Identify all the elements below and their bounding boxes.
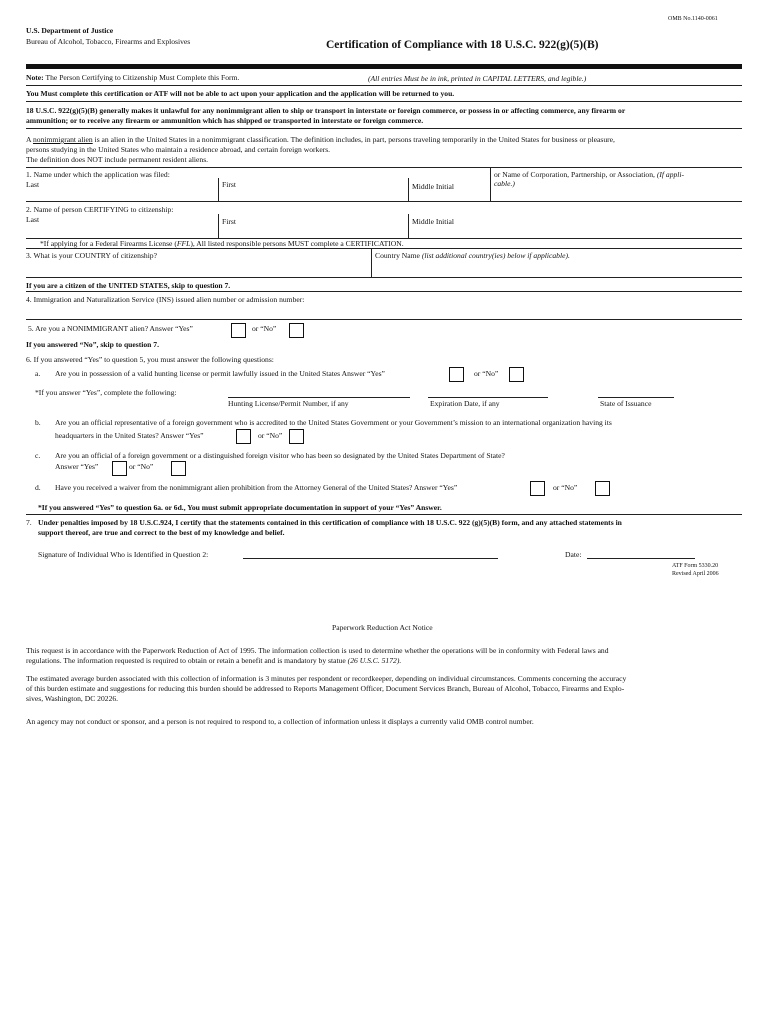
ffl-note-a: *If applying for a Federal Firearms License (	[40, 239, 177, 248]
q6b-question-line2: headquarters in the United States? Answer “Yes”	[55, 431, 204, 440]
q6-support-instruction: *If you answered “Yes” to question 6a. or 6d., You must submit appropriate documentation in support of your “Yes” Answer.	[38, 503, 442, 512]
q6c-no-checkbox[interactable]	[171, 461, 186, 476]
must-complete-warning: You Must complete this certification or ATF will not be able to act upon your application and the application will be returned to you.	[26, 89, 455, 98]
q1-first-label: First	[222, 180, 236, 189]
paperwork-p1-citation: (26 U.S.C. 5172).	[347, 656, 402, 665]
field-separator	[218, 178, 219, 201]
field-separator	[218, 214, 219, 238]
ffl-note-c: ), All listed responsible persons MUST complete a CERTIFICATION.	[190, 239, 404, 248]
note-ink-instruction: (All entries Must be in ink, printed in CAPITAL LETTERS, and legible.)	[368, 74, 587, 83]
divider	[26, 248, 742, 249]
definition-line2: persons studying in the United States who maintain a residence abroad, and certain foreign workers.	[26, 145, 331, 154]
q6b-yes-checkbox[interactable]	[236, 429, 251, 444]
q6b-letter: b.	[35, 418, 41, 427]
note-text: The Person Certifying to Citizenship Must Complete this Form.	[45, 73, 240, 82]
q6c-question-line2: Answer “Yes”	[55, 462, 99, 471]
q1-corporation-input[interactable]	[494, 190, 742, 201]
q6c-or-no: or “No”	[129, 462, 154, 471]
q4-label: 4. Immigration and Naturalization Service (INS) issued alien number or admission number:	[26, 295, 305, 304]
signature-label: Signature of Individual Who is Identified in Question 2:	[38, 550, 209, 559]
q6a-if-yes: *If you answer “Yes”, complete the following:	[35, 388, 177, 397]
header-rule	[26, 64, 742, 69]
q5-no-checkbox[interactable]	[289, 323, 304, 338]
q1-middle-initial-input[interactable]	[412, 192, 488, 201]
divider	[26, 128, 742, 129]
paperwork-p2-line1: The estimated average burden associated with this collection of information is 3 minutes per respondent or recordkeeper, depending on individual circumstances. Comments concerning the accuracy	[26, 674, 627, 683]
q7-certification-line1: Under penalties imposed by 18 U.S.C.924, I certify that the statements contained in this certification of compliance with 18 U.S.C. 922 (g)(5)(B) form, and any attached statements in	[38, 518, 622, 527]
paperwork-title: Paperwork Reduction Act Notice	[332, 623, 433, 632]
q6d-yes-checkbox[interactable]	[530, 481, 545, 496]
divider	[26, 319, 742, 320]
form-revision-date: Revised April 2006	[672, 571, 719, 577]
bureau-name: Bureau of Alcohol, Tobacco, Firearms and Explosives	[26, 37, 191, 46]
state-of-issuance-label: State of Issuance	[600, 399, 652, 408]
ffl-note	[40, 239, 404, 248]
q6b-no-checkbox[interactable]	[289, 429, 304, 444]
divider	[26, 85, 742, 86]
divider	[26, 201, 742, 202]
q6d-question: Have you received a waiver from the nonimmigrant alien prohibition from the Attorney General of the United States? Answer “Yes”	[55, 483, 458, 492]
definition-text: is an alien in the United States in a nonimmigrant classification. The definition includes, in part, persons traveling temporarily in the United States for business or pleasure,	[94, 135, 615, 144]
q6a-or-no: or “No”	[474, 369, 499, 378]
signature-input[interactable]	[243, 546, 498, 558]
q6b-question-line1: Are you an official representative of a foreign government who is accredited to the United States Government or your Government’s mission to an international organization having its	[55, 418, 612, 427]
q2-first-label: First	[222, 217, 236, 226]
q1-last-label: Last	[26, 180, 40, 189]
q2-last-label: Last	[26, 215, 40, 224]
paperwork-p3: An agency may not conduct or sponsor, and a person is not required to respond to, a collection of information unless it displays a currently valid OMB control number.	[26, 717, 534, 726]
expiration-date-line	[428, 397, 548, 398]
form-title: Certification of Compliance with 18 U.S.C. 922(g)(5)(B)	[326, 39, 599, 51]
definition-term: nonimmigrant alien	[32, 135, 93, 144]
q5-label: 5. Are you a NONIMMIGRANT alien? Answer “Yes”	[28, 324, 193, 333]
divider	[26, 101, 742, 102]
q3-skip-instruction: If you are a citizen of the UNITED STATES, skip to question 7.	[26, 281, 231, 290]
country-name-label: Country Name	[375, 251, 420, 260]
q7-number: 7.	[26, 518, 32, 527]
atf-form-number: ATF Form 5330.20	[672, 563, 719, 569]
q6d-letter: d.	[35, 483, 41, 492]
q7-certification-line2: support thereof, are true and correct to the best of my knowledge and belief.	[38, 528, 285, 537]
definition-line3: The definition does NOT include permanent resident aliens.	[26, 155, 209, 164]
corp-label-note: (If appli-	[656, 170, 685, 179]
q6c-question-line1: Are you an official of a foreign government or a distinguished foreign visitor who has been so designated by the United States Department of State?	[55, 451, 505, 460]
q2-middle-initial-input[interactable]	[412, 227, 740, 238]
q1-first-name-input[interactable]	[222, 188, 406, 201]
q3-label: 3. What is your COUNTRY of citizenship?	[26, 251, 157, 260]
state-of-issuance-input[interactable]	[598, 386, 674, 397]
q6b-or-no: or “No”	[258, 431, 283, 440]
state-of-issuance-line	[598, 397, 674, 398]
usc-statement-line1: 18 U.S.C. 922(g)(5)(B) generally makes it unlawful for any nonimmigrant alien to ship or transport in interstate or foreign commerce, or possess in or affecting commerce, any firearm or	[26, 106, 626, 115]
date-input[interactable]	[587, 546, 695, 558]
omb-number: OMB No.1140-0061	[668, 16, 718, 22]
q2-label: 2. Name of person CERTIFYING to citizenship:	[26, 205, 174, 214]
q2-middle-label: Middle Initial	[412, 217, 454, 226]
q1-corporation-label	[494, 170, 742, 189]
expiration-date-label: Expiration Date, if any	[430, 399, 500, 408]
paperwork-p2-line3: sives, Washington, DC 20226.	[26, 694, 119, 703]
paperwork-p2-line2: of this burden estimate and suggestions for reducing this burden should be addressed to Reports Management Officer, Document Services Branch, Bureau of Alcohol, Tobacco, Firearms and Explo-	[26, 684, 625, 693]
field-separator	[490, 167, 491, 201]
definition-line1	[26, 135, 615, 144]
divider	[26, 514, 742, 515]
hunting-license-line	[228, 397, 410, 398]
paperwork-p1-line1: This request is in accordance with the Paperwork Reduction of Act of 1995. The information collection is used to determine whether the operations will be in conformity with Federal laws and	[26, 646, 609, 655]
q2-last-name-input[interactable]	[26, 225, 218, 238]
department-name: U.S. Department of Justice	[26, 26, 114, 35]
q5-skip-instruction: If you answered “No”, skip to question 7.	[26, 340, 159, 349]
q6c-letter: c.	[35, 451, 41, 460]
q6a-letter: a.	[35, 369, 41, 378]
corp-label-text: or Name of Corporation, Partnership, or Association,	[494, 170, 655, 179]
q6-label: 6. If you answered “Yes” to question 5, you must answer the following questions:	[26, 355, 274, 364]
q2-first-name-input[interactable]	[222, 227, 406, 238]
field-separator	[408, 178, 409, 201]
expiration-date-input[interactable]	[428, 386, 548, 397]
country-name-note: (list additional country(ies) below if applicable).	[421, 251, 570, 260]
usc-statement-line2: ammunition; or to receive any firearm or ammunition which has shipped or transported in interstate or foreign commerce.	[26, 116, 424, 125]
paperwork-p1-text: regulations. The information requested is required to obtain or retain a benefit and is mandatory by statue	[26, 656, 346, 665]
q3-country-label	[375, 251, 570, 260]
definition-article: A	[26, 135, 32, 144]
note	[26, 73, 239, 82]
q1-label: 1. Name under which the application was filed:	[26, 170, 170, 179]
q6a-yes-checkbox[interactable]	[449, 367, 464, 382]
q6d-or-no: or “No”	[553, 483, 578, 492]
ffl-note-b: FFL	[176, 239, 191, 248]
divider	[26, 277, 742, 278]
q6c-yes-checkbox[interactable]	[112, 461, 127, 476]
paperwork-p1-line2	[26, 656, 401, 665]
corp-label-note-cont: cable.)	[494, 179, 515, 189]
hunting-license-input[interactable]	[228, 386, 410, 397]
divider	[26, 291, 742, 292]
q4-alien-number-input[interactable]	[26, 305, 740, 318]
q3-country-name-input[interactable]	[375, 262, 740, 276]
q1-last-name-input[interactable]	[26, 188, 218, 201]
date-line	[587, 558, 695, 559]
q1-middle-label: Middle Initial	[412, 182, 454, 191]
q5-yes-checkbox[interactable]	[231, 323, 246, 338]
q5-or-no: or “No”	[252, 324, 277, 333]
field-separator	[371, 248, 372, 277]
signature-line	[243, 558, 498, 559]
hunting-license-label: Hunting License/Permit Number, if any	[228, 399, 349, 408]
note-label: Note:	[26, 73, 44, 82]
q3-citizenship-input[interactable]	[26, 262, 369, 276]
divider	[26, 167, 742, 168]
q6d-no-checkbox[interactable]	[595, 481, 610, 496]
field-separator	[408, 214, 409, 238]
q6a-question: Are you in possession of a valid hunting license or permit lawfully issued in the United States Answer “Yes”	[55, 369, 385, 378]
q6a-no-checkbox[interactable]	[509, 367, 524, 382]
date-label: Date:	[565, 550, 582, 559]
